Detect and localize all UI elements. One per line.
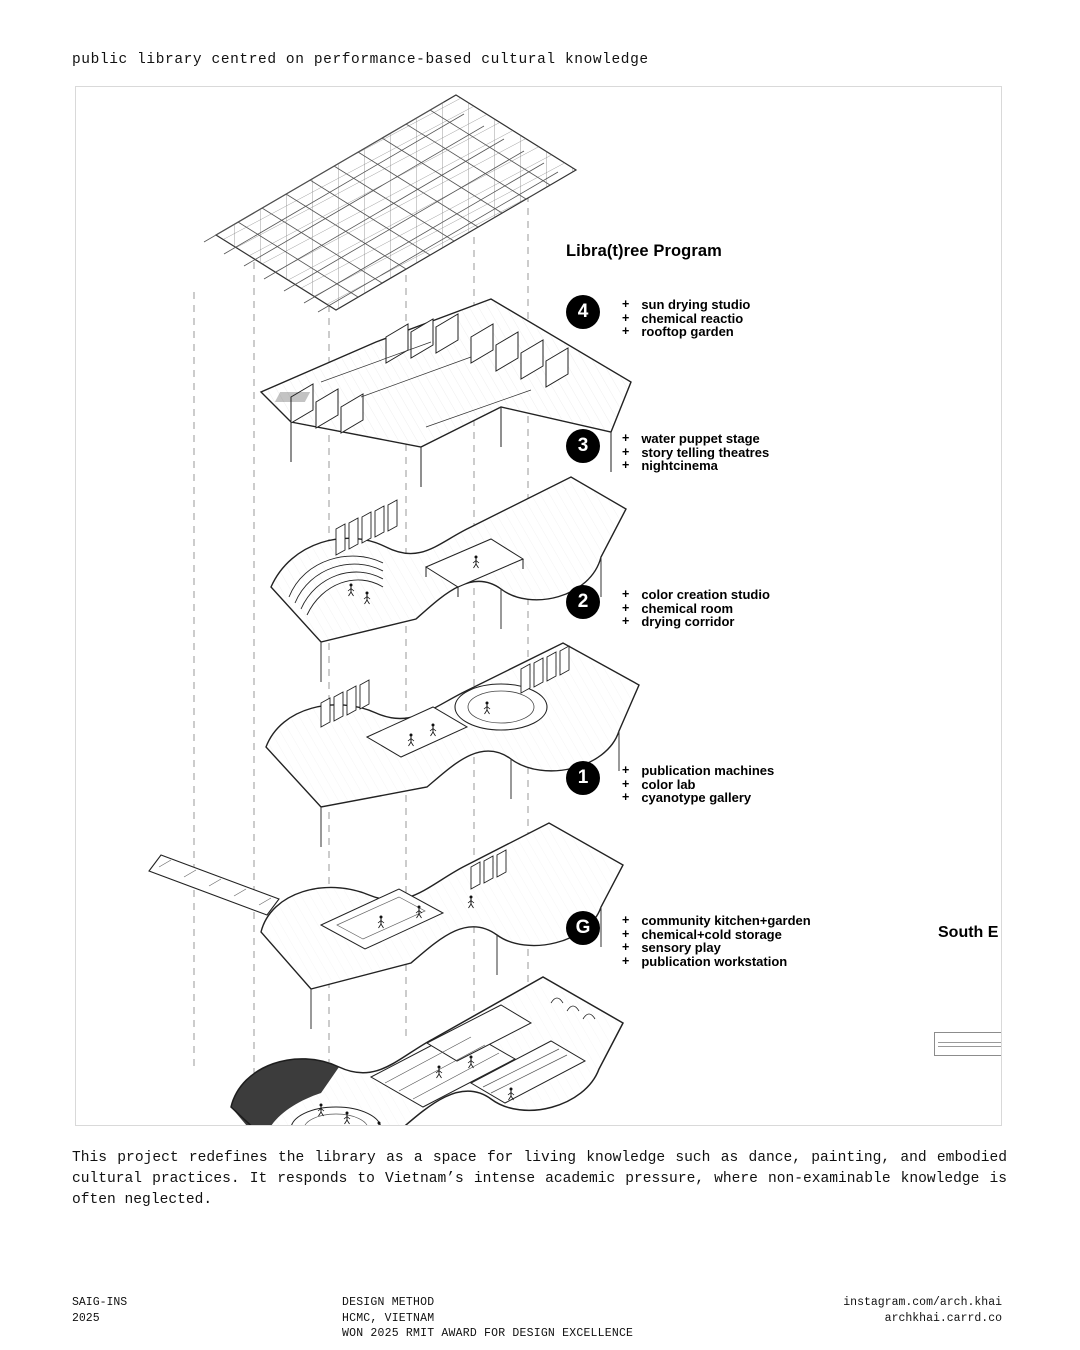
plus-symbol: + xyxy=(622,431,630,445)
plus-symbol: + xyxy=(622,953,630,968)
legend-item: chemical room xyxy=(641,600,734,616)
legend-title: Libra(t)ree Program xyxy=(566,242,722,260)
footer-middle xyxy=(342,1295,633,1342)
legend-item: drying corridor xyxy=(641,614,735,629)
project-description: This project redefines the library as a space for living knowledge such as dance, painting, and embodied cultural practices. It responds to Vietnam’s intense academic pressure, where non-examinable knowledge is often neglected. xyxy=(72,1150,1007,1208)
footer-instagram[interactable]: instagram.com/arch.khai xyxy=(843,1296,1002,1309)
legend-badge-ground: G xyxy=(566,911,600,945)
legend-item: cyanotype gallery xyxy=(641,790,752,805)
ground-floor-plate xyxy=(231,977,623,1125)
legend-badge-2: 2 xyxy=(566,585,600,619)
legend-item: sensory play xyxy=(641,940,721,955)
footer-left xyxy=(72,1295,127,1326)
legend-badge-1: 1 xyxy=(566,761,600,795)
legend-group-3 xyxy=(566,427,769,473)
south-elevation-label: South E xyxy=(938,924,999,941)
legend-item: chemical reactio xyxy=(641,310,744,326)
legend-items-ground xyxy=(641,909,810,968)
plus-symbol: + xyxy=(622,444,630,459)
legend-items-3 xyxy=(641,427,769,473)
legend-item: color lab xyxy=(641,776,696,792)
footer-year: 2025 xyxy=(72,1311,100,1325)
footer-location: HCMC, VIETNAM xyxy=(342,1311,435,1325)
legend-item: water puppet stage xyxy=(641,431,760,446)
axonometric-figure-frame xyxy=(75,86,1002,1126)
plus-symbol: + xyxy=(622,913,630,927)
plus-symbol: + xyxy=(622,324,630,338)
legend-badge-3: 3 xyxy=(566,429,600,463)
legend-item: color creation studio xyxy=(641,587,770,602)
legend-item: publication workstation xyxy=(641,953,788,969)
program-legend xyxy=(566,242,986,271)
plus-symbol: + xyxy=(622,763,630,777)
legend-item: chemical+cold storage xyxy=(641,926,782,942)
legend-items-1 xyxy=(641,759,774,805)
legend-plus-column-4 xyxy=(622,293,629,339)
legend-plus-column-2 xyxy=(622,583,629,629)
legend-items-2 xyxy=(641,583,770,629)
plus-symbol: + xyxy=(622,458,630,472)
level-2-plate xyxy=(266,643,639,847)
plus-symbol: + xyxy=(622,587,630,601)
footer-studio: SAIG-INS xyxy=(72,1296,128,1309)
plus-symbol: + xyxy=(622,614,630,628)
plus-symbol: + xyxy=(622,600,630,615)
legend-item: nightcinema xyxy=(641,458,718,473)
level-roof-canopy xyxy=(204,95,576,312)
south-elevation-thumbnail xyxy=(934,1032,1002,1056)
legend-badge-4: 4 xyxy=(566,295,600,329)
legend-item: publication machines xyxy=(641,763,775,778)
legend-item: story telling theatres xyxy=(641,444,770,460)
legend-group-2 xyxy=(566,583,770,629)
legend-item: sun drying studio xyxy=(641,297,751,312)
plus-symbol: + xyxy=(622,926,630,941)
legend-group-4 xyxy=(566,293,750,339)
footer-website[interactable]: archkhai.carrd.co xyxy=(884,1311,1002,1325)
legend-group-1 xyxy=(566,759,774,805)
footer-method: DESIGN METHOD xyxy=(342,1296,435,1309)
figure-inner xyxy=(76,87,1001,1125)
legend-item: rooftop garden xyxy=(641,324,734,339)
legend-group-ground xyxy=(566,909,811,968)
legend-plus-column-ground xyxy=(622,909,629,968)
footer-right xyxy=(843,1295,1002,1326)
legend-plus-column-3 xyxy=(622,427,629,473)
footer-award: WON 2025 RMIT AWARD FOR DESIGN EXCELLENCE xyxy=(342,1327,634,1340)
plus-symbol: + xyxy=(622,940,630,954)
plus-symbol: + xyxy=(622,776,630,791)
page-header-caption: public library centred on performance-based cultural knowledge xyxy=(72,52,649,68)
plus-symbol: + xyxy=(622,297,630,311)
legend-items-4 xyxy=(641,293,750,339)
legend-plus-column-1 xyxy=(622,759,629,805)
plus-symbol: + xyxy=(622,310,630,325)
plus-symbol: + xyxy=(622,790,630,804)
legend-item: community kitchen+garden xyxy=(641,913,811,928)
